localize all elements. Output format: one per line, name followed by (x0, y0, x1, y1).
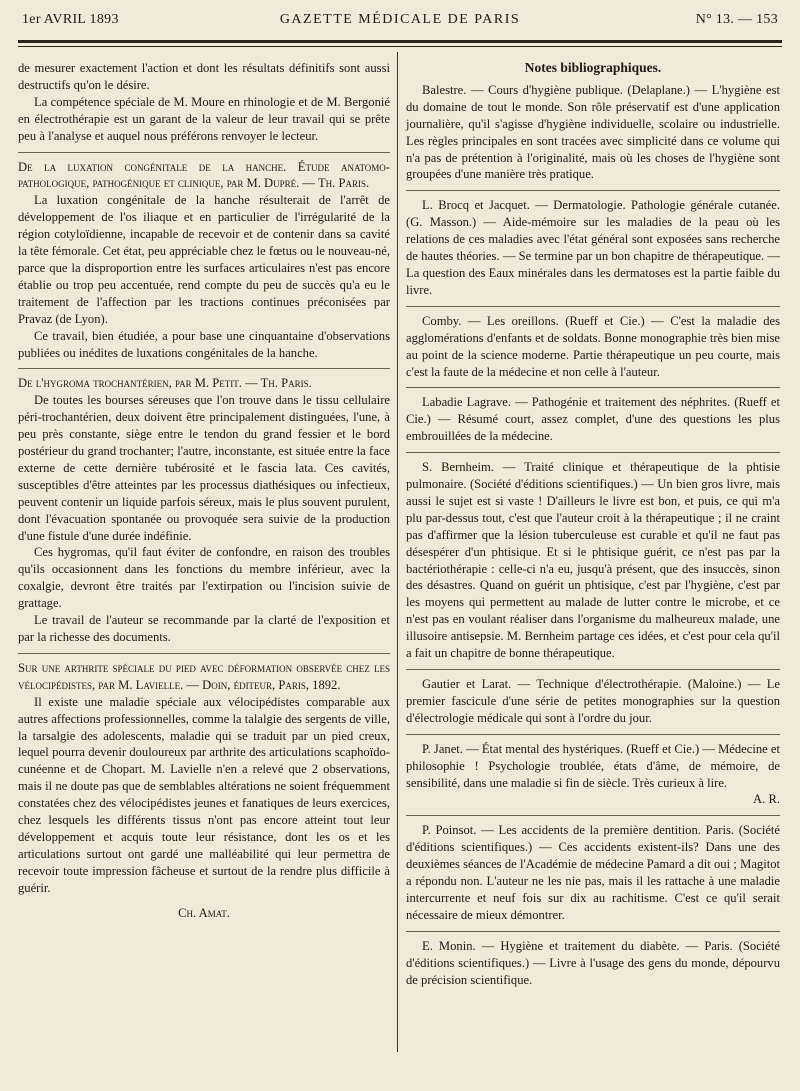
paragraph: Le travail de l'auteur se recommande par la clarté de l'exposition et par la richesse des documents. (18, 613, 390, 644)
header-title: GAZETTE MÉDICALE DE PARIS (279, 12, 521, 27)
note-separator (406, 306, 780, 307)
bibliography-note: Labadie Lagrave. — Pathogénie et traitement des néphrites. (Rueff et Cie.) — Résumé court, assez complet, d'une des questions les plus embrouillées de la médecine. (406, 395, 780, 444)
bibliography-title: Notes bibliographiques. (524, 60, 662, 75)
note-separator (406, 931, 780, 932)
paragraph: De toutes les bourses séreuses que l'on trouve dans le tissu cellulaire péri-trochantérien, deux doivent être principalement distinguées, l'une, à peu près constante, siège entre le tendon du grand fessier et le bord postérieur du grand trochanter; l'autre, inconstante, est située entre la face externe de cette dernière tubérosité et le fascia lata. Ces cavités, susceptibles d'être atteintes par les processus diathésiques ou infectieux, peuvent contenir un liquide parfois séreux, mais le plus souvent purulent, dont l'évacuation spontanée ou provoquée sera suivie de la production d'une fistule d'une durée indéfinie. (18, 393, 390, 543)
section-separator (18, 152, 390, 153)
bibliography-note: P. Janet. — État mental des hystériques. (Rueff et Cie.) — Médecine et philosophie ! Psychologie troublée, états d'âme, de mémoire, de sensibilité, dans une maladie si fin de siècle. Très curieux à lire. (406, 741, 780, 790)
running-header (22, 12, 778, 34)
header-date: 1er AVRIL 1893 (22, 12, 119, 27)
left-column (18, 60, 390, 922)
paragraph: La luxation congénitale de la hanche résulterait de l'arrêt de développement de l'os iliaque et en particulier de l'irrégularité de la région cotyloïdienne, incapable de recevoir et de contenir dans sa cavité la tête fémorale. Cet état, peu appréciable chez le fœtus ou le nouveau-né, parce que la disproportion entre les surfaces articulaires n'est pas encore établie ou trop peu accentuée, rend compte du peu de succès qu'a eu le traitement de l'affection par les tractions continues préconisées par Pravaz (de Lyon). (18, 193, 390, 326)
header-rule-thick (18, 40, 782, 43)
section-separator (18, 368, 390, 369)
note-separator (406, 669, 780, 670)
note-separator (406, 387, 780, 388)
bibliography-note: L. Brocq et Jacquet. — Dermatologie. Pathologie générale cutanée. (G. Masson.) — Aide-mémoire sur les maladies de la peau où les relations de ces maladies avec l'état général sont exposées sans recherche de hautes théories. — Se termine par un bon chapitre de thérapeutique. — La question des Eaux minérales dans les dermatoses est la partie faible du livre. (406, 198, 780, 297)
bibliography-note: Balestre. — Cours d'hygiène publique. (Delaplane.) — L'hygiène est du domaine de tout le monde. Son rôle préservatif est d'une application journalière, qu'il s'agisse d'hygiène individuelle, scolaire ou industrielle. Les règles principales en sont tracées avec simplicité dans ce volume qui n'a pas de prétention à l'originalité, mais où les choses de l'hygiène sont groupées d'une manière très pratique. (406, 82, 780, 182)
note-separator (406, 452, 780, 453)
bibliography-note: E. Monin. — Hygiène et traitement du diabète. — Paris. (Société d'éditions scientifiques.) — Livre à l'usage des gens du monde, dépourvu de précision scientifique. (406, 938, 780, 987)
author-signature: Ch. Amat. (178, 905, 230, 920)
paragraph: Il existe une maladie spéciale aux vélocipédistes comparable aux autres affections professionnelles, comme la talalgie des sergents de ville, la tarsalgie des adolescents, maladie qui se traduit par un pied creux, lequel pourra devenir douloureux par arthrite des articulations scaphoïdo-cunéenne et de Chopart. M. Lavielle n'en a relevé que 2 observations, mais il ne doute pas que de semblables altérations ne soient fréquemment constatées chez des vélocipédistes jeunes et fanatiques de leurs exercices, chez lesquels les différents tissus n'ont pas encore atteint tout leur développement et acquis toute leur résistance, dont les os et les articulations surtout ont gardé une malléabilité qui leur permettra de recevoir toute impression fâcheuse et surtout de la rendre plus difficile à guérir. (18, 694, 390, 895)
note-separator (406, 190, 780, 191)
note-separator (406, 734, 780, 735)
paragraph: Ce travail, bien étudiée, a pour base une cinquantaine d'observations publiées ou inédites de luxations congénitales de la hanche. (18, 328, 390, 360)
bibliography-note: P. Poinsot. — Les accidents de la première dentition. Paris. (Société d'éditions scientifiques.) — Ces accidents existent-ils? Dans une des deuxièmes séances de l'Académie de médecine Pamard a dit oui ; Magitot a répondu non. L'auteur ne les nie pas, mais il les rattache à une maladie intercurrente et neuf fois sur dix au rachitisme. C'est ce qu'il serait nécessaire de mieux démontrer. (406, 823, 780, 922)
section-heading-hygroma: De l'hygroma trochantérien, par M. Petit. — Th. Paris. (18, 376, 312, 391)
right-column (406, 60, 780, 989)
bibliography-note: S. Bernheim. — Traité clinique et thérapeutique de la phtisie pulmonaire. (Société d'éditions scientifiques.) — Un bien gros livre, mais aussi le sujet est si vaste ! D'ailleurs le livre est bon, et puis, ce qui m'a plu par-dessus tout, c'est que l'auteur croit à la thérapeutique ; il ne craint pas d'affirmer que la lésion tuberculeuse est curable et qu'il ne faut pas désespérer d'un phtisique. Et si le phtisique guérit, ce n'est pas par la bactériothérapie : celle-ci n'a eu, jusqu'à présent, que des insuccès, sinon des désastres. Quand on guérit un phtisique, c'est par l'hygiène, c'est par les moyens qui permettent au malade de lutter contre le microbe, et ce n'est pas en voulant réaliser dans l'organisme du malheureux malade, une illusoire antisepsie. M. Bernheim partage ces idées, et c'est pour cela qu'il a fait un chapitre de bonne thérapeutique. (406, 460, 780, 661)
bibliography-note: Comby. — Les oreillons. (Rueff et Cie.) — C'est la maladie des agglomérations d'enfants et de soldats. Bonne monographie très bien mise au point de la science moderne. Partie thérapeutique un peu courte, mais c'est la faute de la médecine et non celle à l'auteur. (406, 313, 780, 379)
header-issue-page: N° 13. — 153 (695, 12, 778, 27)
column-divider (397, 52, 398, 1052)
section-separator (18, 653, 390, 654)
paragraph: de mesurer exactement l'action et dont les résultats définitifs sont aussi destructifs qu'on le désire. (18, 61, 390, 92)
note-separator (406, 815, 780, 816)
section-heading-luxation: De la luxation congénitale de la hanche. Étude anatomo-pathologique, pathogénique et clinique, par M. Dupré. — Th. Paris. (18, 159, 390, 191)
header-rule-thin (18, 46, 782, 47)
section-heading-arthrite: Sur une arthrite spéciale du pied avec déformation observée chez les vélocipédistes, par M. Lavielle. — Doin, éditeur, Paris, 1892. (18, 660, 390, 692)
paragraph: Ces hygromas, qu'il faut éviter de confondre, en raison des troubles qu'ils occasionnent dans les fonctions du membre inférieur, avec la coxalgie, devront être traités par l'extirpation ou l'incision suivie de grattage. (18, 545, 390, 611)
bibliography-note: Gautier et Larat. — Technique d'électrothérapie. (Maloine.) — Le premier fascicule d'une série de petites monographies sur la question d'électrologie médicale qui sont à l'ordre du jour. (406, 677, 780, 725)
note-signature: A. R. (753, 792, 780, 807)
paragraph: La compétence spéciale de M. Moure en rhinologie et de M. Bergonié en électrothérapie est un garant de la valeur de leur travail qui se prête peu à l'analyse et auquel nous préférons renvoyer le lecteur. (18, 94, 390, 143)
